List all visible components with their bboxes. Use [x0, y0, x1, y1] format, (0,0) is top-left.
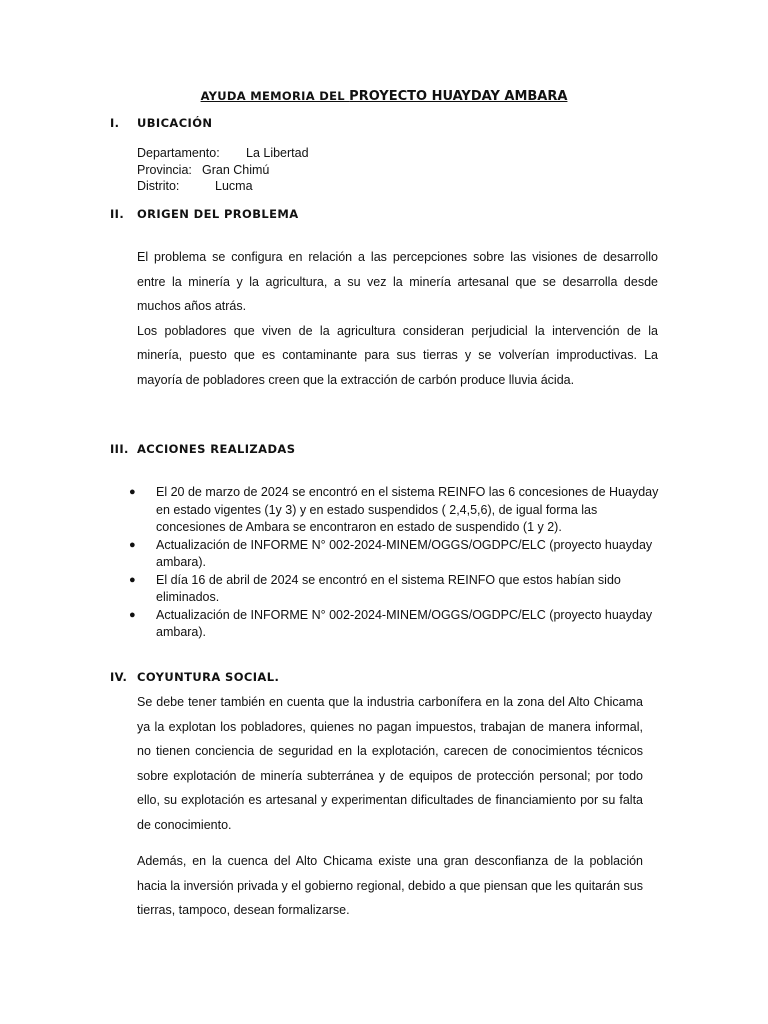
bullet-icon: ● — [129, 608, 136, 621]
section-title: ORIGEN DEL PROBLEMA — [137, 207, 299, 221]
list-item — [129, 537, 669, 572]
section-heading-origen — [110, 207, 299, 221]
section-heading-acciones — [110, 442, 295, 456]
section-number: III. — [110, 442, 129, 456]
section-title: ACCIONES REALIZADAS — [137, 442, 296, 456]
location-row-distrito — [137, 178, 309, 195]
list-item-text: El día 16 de abril de 2024 se encontró en el sistema REINFO que estos habían sido eliminados. — [156, 572, 621, 604]
location-value: Gran Chimú — [202, 162, 270, 177]
document-title — [0, 85, 768, 104]
section-title: UBICACIÓN — [137, 116, 213, 130]
location-block — [137, 145, 309, 195]
section-heading-ubicacion — [110, 116, 212, 130]
list-item — [129, 607, 669, 642]
title-part-2: PROYECTO HUAYDAY AMBARA — [349, 89, 568, 104]
bullet-icon: ● — [129, 538, 136, 551]
list-item-text: Actualización de INFORME N° 002-2024-MINEM/OGGS/OGDPC/ELC (proyecto huayday ambara). — [156, 537, 653, 569]
acciones-list — [129, 484, 669, 642]
bullet-icon: ● — [129, 573, 136, 586]
list-item — [129, 484, 669, 537]
location-row-provincia — [137, 162, 309, 179]
list-item-text: El 20 de marzo de 2024 se encontró en el sistema REINFO las 6 concesiones de Huayday en estado vigentes (1y 3) y en estado suspendidos ( 2,4,5,6), de igual forma las concesiones de Ambara se encontraron en estado de suspendido (1 y 2). — [156, 485, 659, 534]
section-heading-coyuntura — [110, 670, 279, 684]
origen-paragraph-2: Los pobladores que viven de la agricultura consideran perjudicial la intervención de la minería, puesto que es contaminante para sus tierras y se volverían improductivas. La mayoría de pobladores creen que la extracción de carbón produce lluvia ácida. — [137, 323, 658, 387]
location-label: Provincia: — [137, 162, 192, 177]
coyuntura-text — [137, 690, 643, 923]
location-value: Lucma — [215, 179, 253, 193]
location-label: Distrito: — [137, 179, 180, 193]
origen-paragraph-1: El problema se configura en relación a las percepciones sobre las visiones de desarrollo entre la minería y la agricultura, a su vez la minería artesanal que se desarrolla desde muchos años atrás. — [137, 250, 658, 313]
location-label: Departamento: — [137, 146, 220, 160]
coyuntura-paragraph-1: Se debe tener también en cuenta que la industria carbonífera en la zona del Alto Chicama ya la explotan los pobladores, quienes no pagan impuestos, trabajan de manera informal, no tienen conciencia de seguridad en la explotación, carecen de conocimientos técnicos sobre explotación de minería subterránea y de equipos de protección personal; por todo ello, su explotación es artesanal y experimentan dificultades de financiamiento por su falta de conocimiento. — [137, 695, 643, 832]
location-value: La Libertad — [246, 146, 309, 160]
bullet-icon: ● — [129, 486, 136, 498]
section-number: IV. — [110, 670, 128, 684]
location-row-departamento — [137, 145, 309, 162]
section-number: I. — [110, 116, 120, 130]
list-item-text: Actualización de INFORME N° 002-2024-MINEM/OGGS/OGDPC/ELC (proyecto huayday ambara). — [156, 607, 653, 639]
section-title: COYUNTURA SOCIAL. — [137, 670, 280, 684]
coyuntura-paragraph-2: Además, en la cuenca del Alto Chicama existe una gran desconfianza de la población hacia la inversión privada y el gobierno regional, debido a que piensan que les quitarán sus tierras, tampoco, desean formalizarse. — [137, 854, 643, 917]
origen-text — [137, 245, 658, 392]
list-item — [129, 572, 669, 607]
section-number: II. — [110, 207, 125, 221]
title-part-1: AYUDA MEMORIA DEL — [200, 89, 350, 103]
